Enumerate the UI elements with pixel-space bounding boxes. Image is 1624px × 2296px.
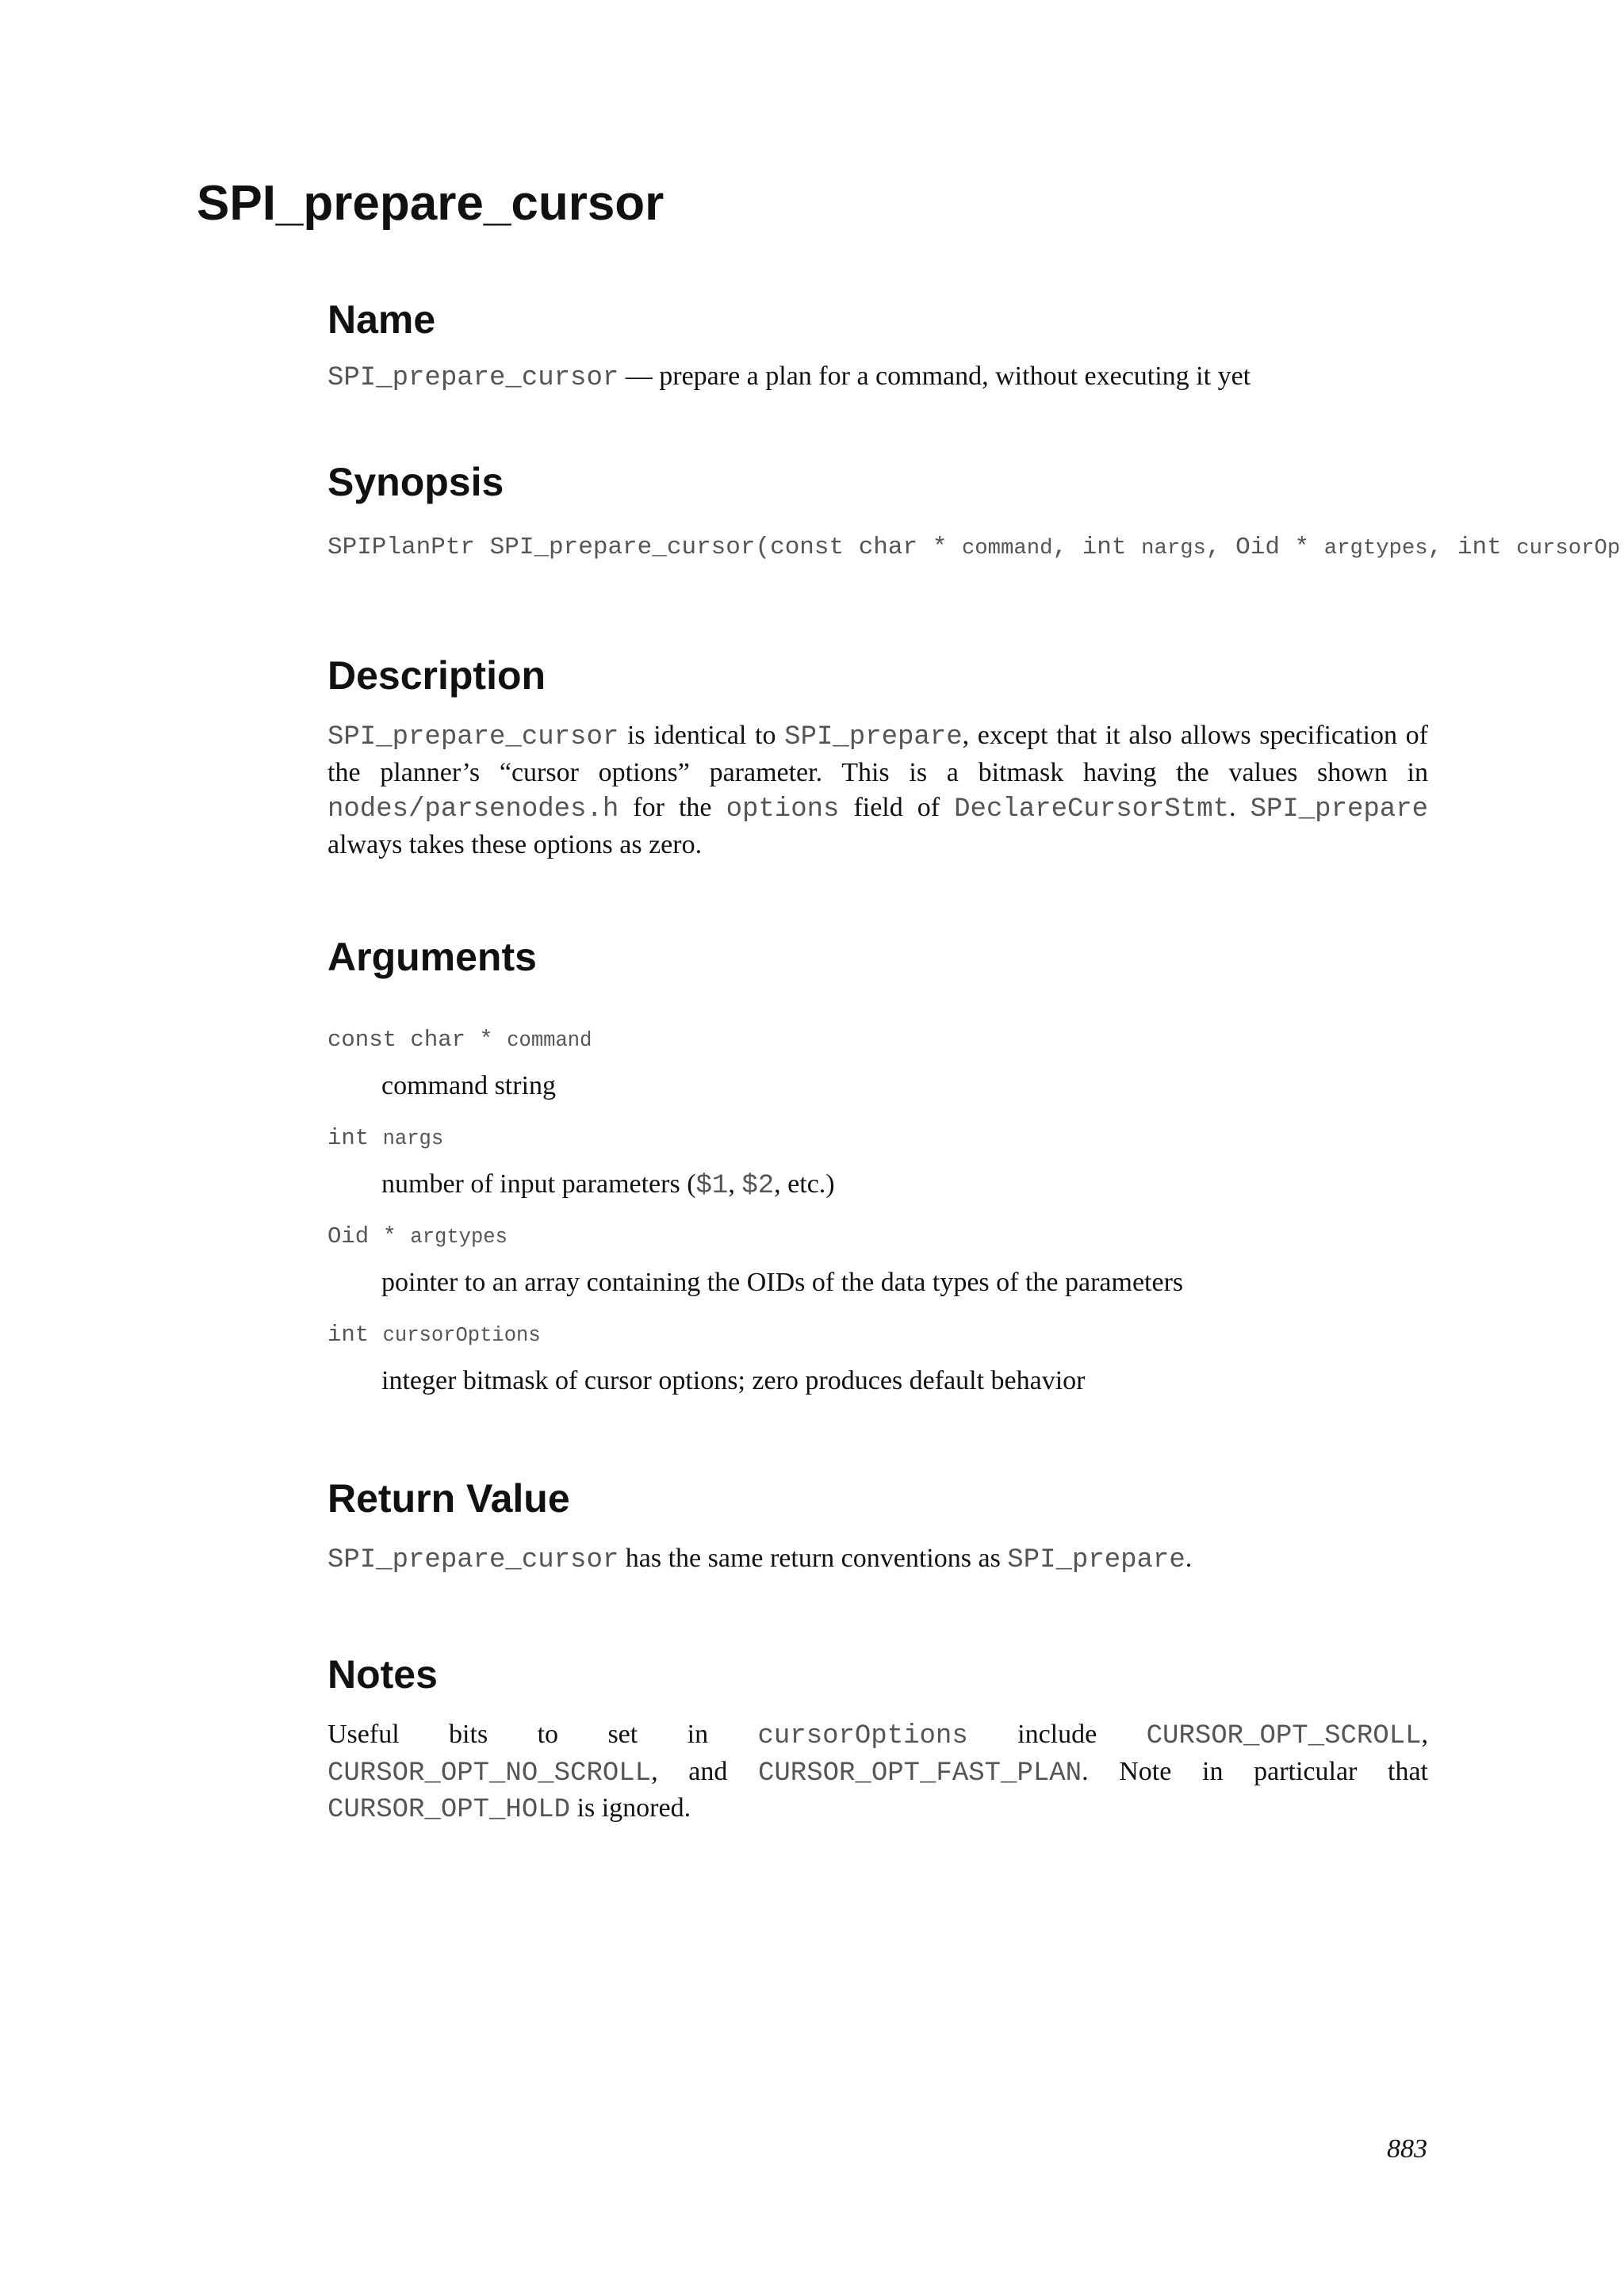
return-segment: . [1185, 1544, 1193, 1573]
description-segment: is identical to [619, 721, 785, 750]
notes-segment: CURSOR_OPT_HOLD [327, 1795, 571, 1825]
synopsis-param: nargs [1141, 536, 1206, 561]
argument-description: command string [381, 1071, 557, 1100]
argument-description [381, 1167, 835, 1203]
arguments-heading: Arguments [327, 935, 537, 979]
argument-type: Oid * [327, 1223, 411, 1249]
argument-desc-code: $1 [695, 1171, 729, 1201]
synopsis-heading: Synopsis [327, 460, 504, 504]
synopsis-code [327, 532, 1620, 564]
synopsis-part: , Oid * [1205, 534, 1324, 561]
synopsis-part: , int [1427, 534, 1517, 561]
argument-name: nargs [382, 1127, 444, 1150]
notes-segment: is ignored. [570, 1793, 691, 1823]
return-value-text [327, 1541, 1428, 1578]
notes-heading: Notes [327, 1652, 438, 1697]
argument-type: int [327, 1125, 383, 1151]
description-segment: for the [619, 793, 726, 822]
synopsis-param: command [961, 536, 1053, 561]
argument-description: integer bitmask of cursor options; zero produces default behavior [381, 1366, 1086, 1395]
argument-desc-text: number of input parameters ( [381, 1169, 696, 1199]
argument-term [327, 1223, 508, 1252]
argument-desc-text: , [728, 1169, 742, 1199]
description-heading: Description [327, 653, 546, 698]
argument-term [327, 1124, 443, 1154]
page-number: 883 [1387, 2134, 1427, 2164]
name-text [327, 359, 1428, 396]
argument-desc-code: $2 [741, 1171, 775, 1201]
notes-text [327, 1717, 1428, 1828]
argument-term [327, 1321, 541, 1350]
argument-name: argtypes [410, 1226, 508, 1249]
function-name: SPI_prepare_cursor [327, 363, 619, 393]
argument-type: int [327, 1322, 383, 1348]
notes-segment: Useful bits to set in [327, 1720, 758, 1749]
description-segment: nodes/parsenodes.h [327, 794, 619, 825]
description-segment: DeclareCursorStmt [954, 794, 1230, 825]
return-value-heading: Return Value [327, 1476, 570, 1521]
notes-segment: , and [651, 1756, 758, 1786]
notes-segment: CURSOR_OPT_SCROLL [1146, 1721, 1422, 1751]
description-segment: SPI_prepare [1250, 794, 1428, 825]
description-text [327, 718, 1428, 863]
return-segment: has the same return conventions as [619, 1544, 1008, 1573]
description-segment: options [726, 794, 840, 825]
notes-segment: CURSOR_OPT_FAST_PLAN [758, 1758, 1082, 1789]
function-summary: — prepare a plan for a command, without executing it yet [619, 362, 1251, 391]
argument-type: const char * [327, 1027, 508, 1053]
description-segment: SPI_prepare [784, 722, 963, 752]
notes-segment: cursorOptions [757, 1721, 968, 1751]
description-segment: SPI_prepare_cursor [327, 722, 619, 752]
description-segment: , except that it also allows specification of the planner’s “cursor options” parameter. This is a bitmask having the values shown in [327, 721, 1429, 787]
notes-segment: , [1421, 1720, 1428, 1749]
notes-segment: include [967, 1720, 1147, 1749]
description-segment: . [1229, 793, 1251, 822]
synopsis-param: cursorOp [1516, 536, 1621, 561]
notes-segment: . Note in particular that [1082, 1756, 1429, 1786]
return-segment: SPI_prepare_cursor [327, 1545, 619, 1575]
argument-term [327, 1026, 592, 1055]
notes-segment: CURSOR_OPT_NO_SCROLL [327, 1758, 652, 1789]
synopsis-part: SPIPlanPtr SPI_prepare_cursor(const char * [327, 534, 962, 561]
argument-name: command [507, 1029, 592, 1052]
name-heading: Name [327, 297, 436, 342]
return-segment: SPI_prepare [1007, 1545, 1185, 1575]
argument-name: cursorOptions [382, 1324, 541, 1347]
page-title: SPI_prepare_cursor [197, 176, 665, 231]
description-segment: field of [839, 793, 955, 822]
description-segment: always takes these options as zero. [327, 829, 703, 859]
synopsis-part: , int [1052, 534, 1142, 561]
argument-desc-text: , etc.) [774, 1169, 835, 1199]
synopsis-param: argtypes [1323, 536, 1428, 561]
argument-description: pointer to an array containing the OIDs of the data types of the parameters [381, 1268, 1184, 1297]
